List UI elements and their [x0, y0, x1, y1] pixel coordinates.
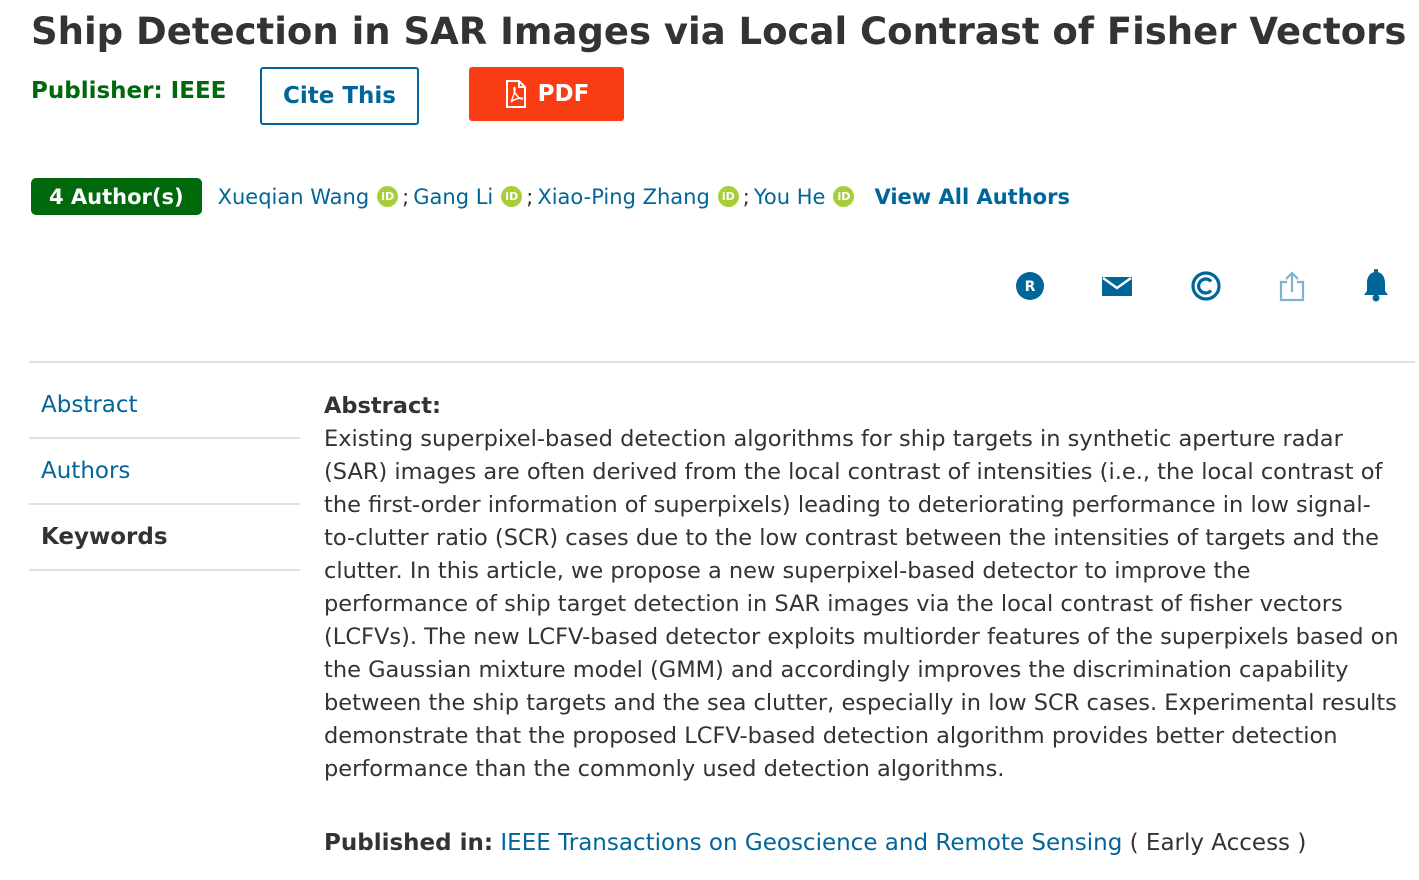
publisher-label: Publisher: IEEE [31, 78, 227, 104]
abstract-heading: Abstract: [324, 393, 442, 419]
rights-icon-glyph: R [1024, 279, 1036, 295]
abstract-section [324, 390, 1399, 786]
author-link[interactable]: You He [753, 184, 826, 209]
author-separator: ; [742, 184, 750, 209]
orcid-icon[interactable]: iD [718, 186, 739, 207]
author-separator: ; [526, 184, 534, 209]
document-sections-nav [29, 373, 300, 571]
alert-bell-icon[interactable] [1360, 268, 1392, 304]
orcid-icon[interactable]: iD [833, 186, 854, 207]
rights-icon[interactable] [1014, 268, 1046, 304]
cite-this-button[interactable]: Cite This [260, 67, 419, 125]
author-count-badge[interactable]: 4 Author(s) [31, 178, 202, 215]
journal-link[interactable]: IEEE Transactions on Geoscience and Remote Sensing [500, 830, 1123, 856]
authors-row [31, 178, 1070, 215]
published-in-label: Published in: [324, 830, 494, 856]
sidebar-item-abstract[interactable]: Abstract [29, 373, 300, 439]
sidebar-item-keywords[interactable]: Keywords [29, 505, 300, 571]
view-all-authors-link[interactable]: View All Authors [874, 184, 1070, 209]
pdf-icon [504, 80, 528, 108]
pdf-button-label: PDF [537, 81, 590, 107]
share-icon[interactable] [1276, 268, 1308, 304]
copyright-icon[interactable] [1190, 268, 1222, 304]
pdf-button[interactable] [469, 67, 624, 121]
sidebar-item-authors[interactable]: Authors [29, 439, 300, 505]
author-separator: ; [402, 184, 410, 209]
orcid-icon[interactable]: iD [501, 186, 522, 207]
page-title: Ship Detection in SAR Images via Local Contrast of Fisher Vectors [31, 10, 1407, 53]
publication-status: ( Early Access ) [1129, 830, 1307, 856]
author-link[interactable]: Gang Li [413, 184, 494, 209]
author-link[interactable]: Xiao-Ping Zhang [537, 184, 710, 209]
orcid-icon[interactable]: iD [377, 186, 398, 207]
abstract-text: Existing superpixel-based detection algorithms for ship targets in synthetic aperture radar (SAR) images are often derived from the local contrast of intensities (i.e., the local contrast of the first-order information of superpixels) leading to deteriorating performance in low signal-to-clutter ratio (SCR) cases due to the low contrast between the intensities of targets and the clutter. In this article, we propose a new superpixel-based detector to improve the performance of ship target detection in SAR images via the local contrast of fisher vectors (LCFVs). The new LCFV-based detector exploits multiorder features of the superpixels based on the Gaussian mixture model (GMM) and accordingly improves the discrimination capability between the ship targets and the sea clutter, especially in low SCR cases. Experimental results demonstrate that the proposed LCFV-based detection algorithm provides better detection performance than the commonly used detection algorithms. [324, 426, 1399, 782]
email-icon[interactable] [1101, 268, 1133, 304]
header-divider [29, 361, 1415, 363]
author-link[interactable]: Xueqian Wang [217, 184, 370, 209]
published-in [324, 830, 1306, 856]
